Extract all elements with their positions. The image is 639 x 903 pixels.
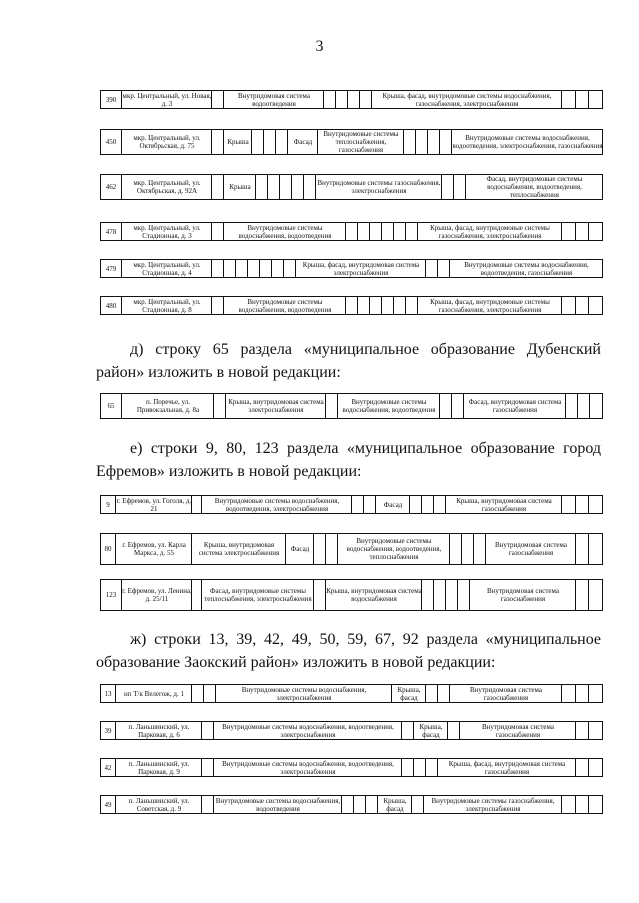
- table-row-9: [100, 495, 603, 514]
- empty-cell: [588, 796, 603, 813]
- empty-cell: [588, 534, 603, 564]
- address-cell: г. Ефремов, ул. Гоголя, д. 21: [116, 496, 192, 513]
- row-number: 42: [104, 763, 112, 772]
- row-number: 39: [104, 726, 112, 735]
- empty-cell: [575, 685, 589, 702]
- address-cell: п. Поречье, ул. Привокзальная, д. 8а: [121, 394, 214, 418]
- address-cell: нп Т/к Велегож, д. 1: [115, 685, 192, 702]
- table-row-390: [100, 90, 603, 109]
- work-cell: Внутридомовые системы теплоснабжения, газоснабжения: [317, 130, 404, 154]
- work-cell: Фасад: [375, 496, 410, 513]
- work-cell: Крыша, фасад, внутридомовая система электроснабжения: [295, 260, 426, 277]
- empty-cell: [561, 297, 576, 314]
- work-cell: Крыша, фасад: [391, 685, 426, 702]
- address-cell: мкр. Центральный, ул. Октябрьская, д. 92А: [121, 175, 212, 199]
- table-row-480: [100, 296, 603, 315]
- table-row-39: [100, 721, 603, 740]
- empty-cell: [575, 796, 589, 813]
- row-number: 390: [105, 95, 117, 104]
- work-cell: Внутридомовые системы водоснабжения, водоотведения: [337, 394, 440, 418]
- row-number: 479: [105, 264, 117, 273]
- row-number: 9: [106, 500, 110, 509]
- empty-cell: [575, 534, 589, 564]
- address-cell: мкр. Центральный, ул. Стадионная, д. 3: [121, 223, 212, 240]
- empty-cell: [575, 91, 589, 108]
- empty-cell: [561, 685, 576, 702]
- table-row-479: [100, 259, 603, 278]
- work-cell: Внутридомовые системы водоснабжения, водоотведения, электроснабжения: [201, 496, 352, 513]
- row-number: 450: [105, 138, 117, 146]
- empty-cell: [561, 496, 576, 513]
- row-number: 462: [105, 183, 117, 191]
- section-heading-e-line1: е) строки 9, 80, 123 раздела «муниципальное образование город: [130, 440, 601, 457]
- address-cell: мкр. Центральный, ул. Октябрьская, д. 75: [121, 130, 212, 154]
- row-number: 480: [105, 301, 117, 310]
- address-cell: п. Ланьшинский, ул. Советская, д. 9: [115, 796, 202, 813]
- row-number: 123: [105, 591, 117, 599]
- work-cell: Внутридомовые системы водоснабжения, водоотведения: [223, 223, 346, 240]
- work-cell: Внутридомовые системы водоснабжения, электроснабжения: [215, 685, 392, 702]
- empty-cell: [561, 91, 576, 108]
- section-heading-e-line2: Ефремов» изложить в новой редакции:: [96, 463, 362, 480]
- table-row-80: [100, 533, 603, 565]
- work-cell: Крыша, фасад: [377, 796, 412, 813]
- empty-cell: [588, 722, 603, 739]
- work-cell: Крыша, фасад, внутридомовые системы газоснабжения, электроснабжения: [417, 297, 562, 314]
- empty-cell: [588, 223, 603, 240]
- table-row-478: [100, 222, 603, 241]
- work-cell: Внутридомовая система газоснабжения: [459, 722, 576, 739]
- work-cell: Фасад, внутридомовая система газоснабжения: [463, 394, 566, 418]
- empty-cell: [588, 496, 603, 513]
- work-cell: Крыша, внутридомовая система электроснабжения: [225, 394, 326, 418]
- address-cell: мкр. Центральный, ул. Стадионная, д. 8: [121, 297, 212, 314]
- work-cell: Фасад, внутридомовые системы теплоснабжения, электроснабжения: [201, 580, 314, 610]
- work-cell: Фасад: [285, 534, 314, 564]
- work-cell: Крыша, внутридомовая система газоснабжения: [445, 496, 562, 513]
- work-cell: Крыша, фасад, внутридомовые системы газоснабжения, электроснабжения: [417, 223, 562, 240]
- work-cell: Внутридомовые системы водоснабжения, водоотведения, электроснабжения: [213, 722, 402, 739]
- table-row-450: [100, 129, 603, 155]
- empty-cell: [575, 580, 589, 610]
- row-number: 478: [105, 227, 117, 236]
- work-cell: Внутридомовая система газоснабжения: [485, 534, 576, 564]
- empty-cell: [588, 759, 603, 776]
- empty-cell: [588, 297, 603, 314]
- work-cell: Крыша, внутридомовая система водоснабжения: [325, 580, 422, 610]
- work-cell: Внутридомовые системы водоснабжения, водоотведения, электроснабжения, газоснабжения: [451, 130, 603, 154]
- empty-cell: [575, 759, 589, 776]
- work-cell: Внутридомовые системы водоснабжения, водоотведения, газоснабжения: [449, 260, 603, 277]
- empty-cell: [575, 297, 589, 314]
- work-cell: Фасад: [287, 130, 318, 154]
- work-cell: Внутридомовые системы газоснабжения, электроснабжения: [423, 796, 562, 813]
- work-cell: Внутридомовая система газоснабжения: [449, 685, 562, 702]
- table-row-49: [100, 795, 603, 814]
- work-cell: Крыша: [223, 130, 252, 154]
- work-cell: Крыша, фасад, внутридомовая система газоснабжения: [437, 759, 576, 776]
- row-number: 65: [107, 402, 115, 410]
- row-number: 80: [104, 545, 112, 553]
- table-row-123: [100, 579, 603, 611]
- empty-cell: [575, 223, 589, 240]
- address-cell: г. Ефремов, ул. Карла Маркса, д. 55: [115, 534, 192, 564]
- address-cell: п. Ланьшинский, ул. Парковая, д. 9: [115, 759, 202, 776]
- table-row-42: [100, 758, 603, 777]
- empty-cell: [588, 91, 603, 108]
- work-cell: Внутридомовая система водоотведения: [223, 91, 324, 108]
- work-cell: Внутридомовые системы газоснабжения, электроснабжения: [315, 175, 442, 199]
- work-cell: Фасад, внутридомовые системы водоснабжения, водоотведения, теплоснабжения: [465, 175, 603, 199]
- page-number: 3: [315, 38, 324, 55]
- row-number: 49: [104, 800, 112, 809]
- empty-cell: [589, 394, 603, 418]
- empty-cell: [588, 685, 603, 702]
- empty-cell: [561, 223, 576, 240]
- work-cell: Внутридомовые системы водоснабжения, водоотведения, электроснабжения: [213, 759, 402, 776]
- address-cell: г. Ефремов, ул. Ленина, д. 25/11: [121, 580, 192, 610]
- row-number: 13: [104, 689, 112, 698]
- work-cell: Внутридомовые системы водоснабжения, водоотведения: [223, 297, 346, 314]
- work-cell: Внутридомовая система газоснабжения: [469, 580, 576, 610]
- work-cell: Крыша, фасад: [413, 722, 448, 739]
- section-heading-zh-line2: образование Заокский район» изложить в новой редакции:: [96, 654, 496, 671]
- address-cell: п. Ланьшинский, ул. Парковая, д. 6: [115, 722, 202, 739]
- work-cell: Крыша, внутридомовая система электроснабжения: [191, 534, 286, 564]
- work-cell: Крыша: [223, 175, 256, 199]
- empty-cell: [575, 722, 589, 739]
- empty-cell: [588, 580, 603, 610]
- work-cell: Внутридомовые системы водоснабжения, водоотведения: [213, 796, 342, 813]
- address-cell: мкр. Центральный, ул. Новая, д. 3: [122, 91, 212, 108]
- address-cell: мкр. Центральный, ул. Стадионная, д. 4: [121, 260, 212, 277]
- section-heading-d: д) строку 65 раздела «муниципальное образование Дубенский район» изложить в новой редакции:: [96, 341, 601, 381]
- table-row-13: [100, 684, 603, 703]
- table-row-462: [100, 174, 603, 200]
- table-row-65: [100, 393, 603, 419]
- empty-cell: [575, 496, 589, 513]
- section-heading-zh-line1: ж) строки 13, 39, 42, 49, 50, 59, 67, 92 раздела «муниципальное: [130, 631, 601, 648]
- empty-cell: [561, 796, 576, 813]
- work-cell: Крыша, фасад, внутридомовые системы водоснабжения, газоснабжения, электроснабжения: [371, 91, 562, 108]
- work-cell: Внутридомовые системы водоснабжения, водоотведения, теплоснабжения: [337, 534, 450, 564]
